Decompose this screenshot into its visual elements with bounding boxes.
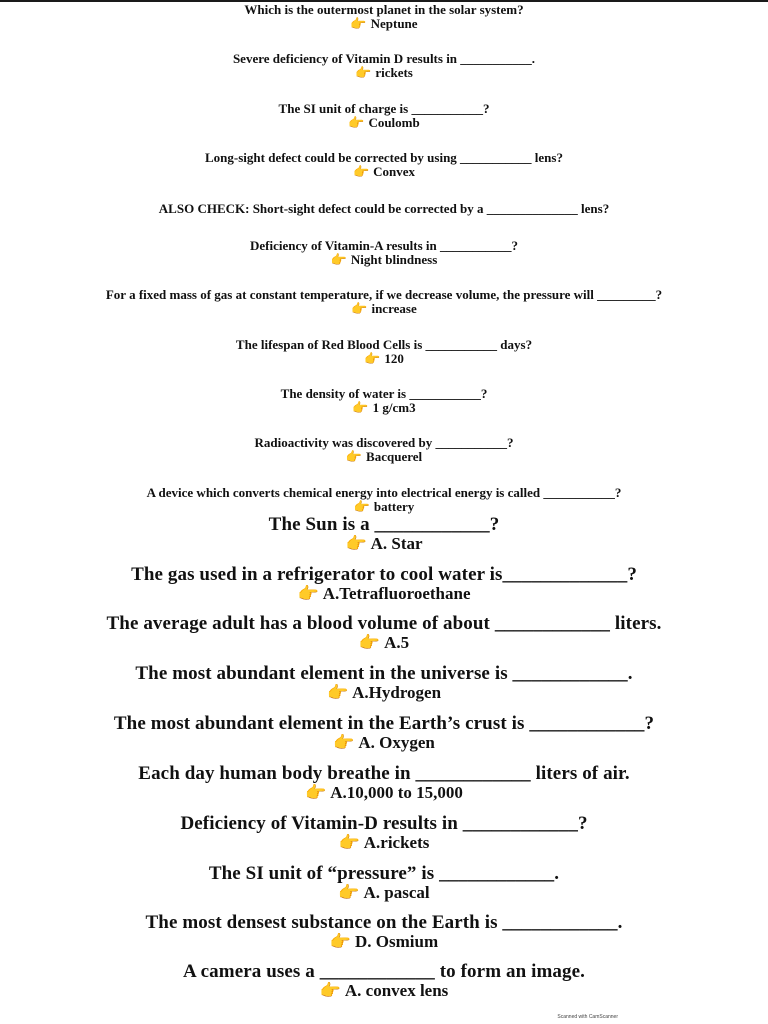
question-text: The most abundant element in the Earth’s crust is ____________? [113, 713, 655, 734]
answer-line [0, 933, 768, 951]
answer-text: A.Tetrafluoroethane [322, 583, 471, 603]
question-text: A camera uses a ____________ to form an image. [183, 961, 585, 982]
pointing-hand-icon: 👉 [338, 832, 360, 852]
pointing-hand-icon: 👉 [350, 15, 367, 31]
answer-text: A.5 [384, 632, 410, 652]
also-check-note [0, 202, 768, 216]
pointing-hand-icon: 👉 [333, 732, 355, 752]
question-text: For a fixed mass of gas at constant temperature, if we decrease volume, the pressure will _________? [105, 287, 663, 302]
pointing-hand-icon: 👉 [329, 931, 352, 951]
question-item [0, 565, 768, 603]
answer-line [0, 165, 768, 179]
question-item [0, 486, 768, 513]
question-item [0, 3, 768, 30]
question-text: ALSO CHECK: Short-sight defect could be corrected by a ______________ lens? [158, 201, 610, 216]
pointing-hand-icon: 👉 [355, 64, 372, 80]
answer-line [0, 302, 768, 316]
question-text: The gas used in a refrigerator to cool water is_____________? [131, 564, 637, 585]
answer-line [0, 17, 768, 31]
question-text: Which is the outermost planet in the solar system? [244, 2, 524, 17]
answer-line [0, 535, 768, 553]
question-item [0, 614, 768, 652]
question-text: The Sun is a ____________? [268, 514, 500, 535]
scanner-watermark: Scanned with CamScanner [557, 1014, 618, 1020]
answer-text: increase [371, 300, 417, 316]
question-text: The SI unit of charge is ___________? [278, 101, 490, 116]
pointing-hand-icon: 👉 [345, 448, 363, 464]
pointing-hand-icon: 👉 [358, 632, 381, 652]
answer-line [0, 66, 768, 80]
question-text: Severe deficiency of Vitamin D results in ___________. [232, 51, 536, 66]
question-text: The most densest substance on the Earth is ____________. [145, 912, 623, 933]
pointing-hand-icon: 👉 [319, 980, 341, 1000]
answer-text: Bacquerel [366, 448, 423, 464]
answer-line [0, 500, 768, 514]
answer-text: Coulomb [368, 114, 420, 130]
question-item [0, 913, 768, 951]
question-text: Each day human body breathe in ____________ liters of air. [138, 763, 630, 784]
question-text: The average adult has a blood volume of about ____________ liters. [106, 613, 662, 634]
question-text: The SI unit of “pressure” is ____________. [208, 863, 560, 884]
question-item [0, 764, 768, 802]
answer-text: 120 [384, 350, 404, 366]
pointing-hand-icon: 👉 [297, 583, 319, 603]
pointing-hand-icon: 👉 [348, 114, 365, 130]
answer-line [0, 784, 768, 802]
answer-text: Night blindness [350, 251, 438, 267]
question-item [0, 714, 768, 752]
answer-text: Neptune [370, 15, 418, 31]
answer-text: battery [373, 498, 415, 514]
answer-text: A. Oxygen [358, 732, 435, 752]
question-text: The lifespan of Red Blood Cells is ___________ days? [235, 337, 533, 352]
answer-line [0, 401, 768, 415]
question-item [0, 515, 768, 553]
answer-line [0, 253, 768, 267]
question-item [0, 239, 768, 266]
question-text: Radioactivity was discovered by ___________? [254, 435, 514, 450]
answer-line [0, 834, 768, 852]
answer-text: A.10,000 to 15,000 [330, 782, 463, 802]
answer-text: A. pascal [363, 882, 430, 902]
answer-text: A.Hydrogen [352, 682, 442, 702]
answer-line [0, 352, 768, 366]
pointing-hand-icon: 👉 [305, 782, 327, 802]
answer-line [0, 884, 768, 902]
question-item [0, 664, 768, 702]
answer-text: D. Osmium [355, 931, 439, 951]
question-item [0, 288, 768, 315]
pointing-hand-icon: 👉 [330, 251, 347, 267]
question-text: Deficiency of Vitamin-D results in ____________? [180, 813, 588, 834]
question-text: Deficiency of Vitamin-A results in ___________? [249, 238, 519, 253]
question-item [0, 864, 768, 902]
pointing-hand-icon: 👉 [364, 350, 381, 366]
answer-text: A. convex lens [344, 980, 449, 1000]
answer-line [0, 585, 768, 603]
pointing-hand-icon: 👉 [326, 682, 349, 702]
question-item [0, 814, 768, 852]
pointing-hand-icon: 👉 [353, 498, 370, 514]
pointing-hand-icon: 👉 [338, 882, 360, 902]
answer-line [0, 734, 768, 752]
question-text: The most abundant element in the universe is ____________. [135, 663, 633, 684]
answer-text: Convex [373, 163, 416, 179]
answer-line [0, 684, 768, 702]
question-item [0, 151, 768, 178]
question-item [0, 338, 768, 365]
question-item [0, 962, 768, 1000]
pointing-hand-icon: 👉 [345, 533, 367, 553]
answer-text: rickets [375, 64, 413, 80]
question-item [0, 102, 768, 129]
pointing-hand-icon: 👉 [352, 399, 369, 415]
answer-text: A. Star [370, 533, 423, 553]
answer-line [0, 634, 768, 652]
pointing-hand-icon: 👉 [352, 163, 370, 179]
question-text: The density of water is ___________? [280, 386, 488, 401]
answer-line [0, 982, 768, 1000]
pointing-hand-icon: 👉 [351, 300, 368, 316]
question-item [0, 52, 768, 79]
question-item [0, 387, 768, 414]
question-text: Long-sight defect could be corrected by using ___________ lens? [205, 150, 563, 165]
question-item [0, 436, 768, 463]
answer-line [0, 450, 768, 464]
answer-text: A.rickets [363, 832, 430, 852]
answer-line [0, 116, 768, 130]
answer-text: 1 g/cm3 [372, 399, 416, 415]
question-text: A device which converts chemical energy into electrical energy is called ___________? [146, 485, 622, 500]
